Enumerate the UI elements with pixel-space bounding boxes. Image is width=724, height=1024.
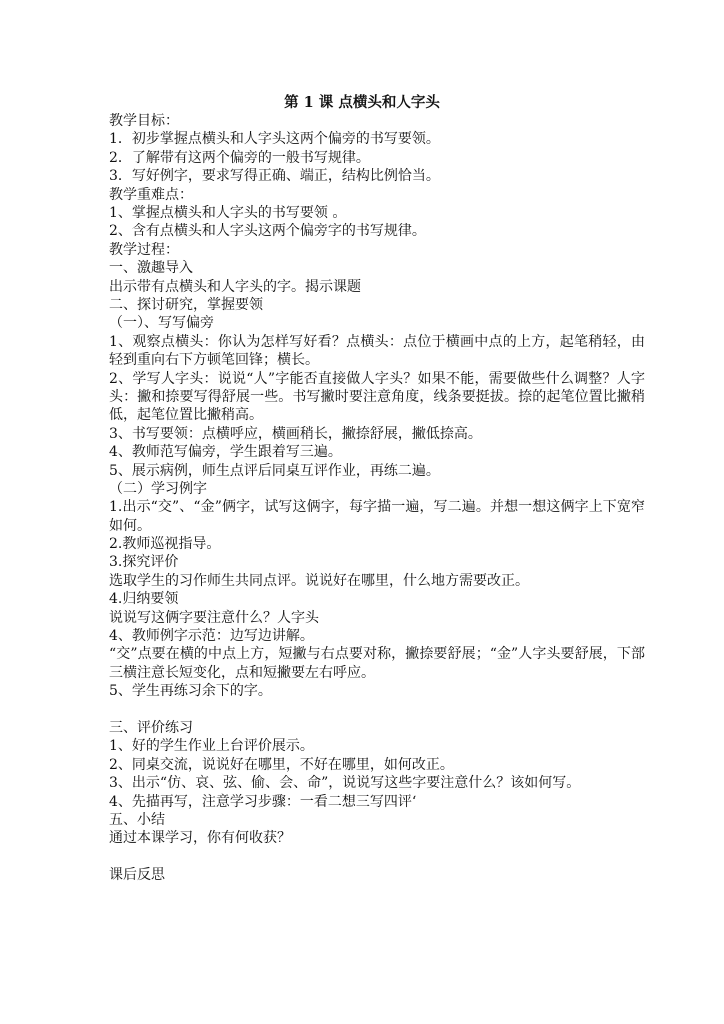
section-text: 通过本课学习，你有何收获？	[109, 830, 291, 847]
section-heading: 一、激趣导入	[109, 260, 193, 277]
objective-item: 1．初步掌握点横头和人字头这两个偏旁的书写要领。	[109, 131, 440, 148]
objectives-heading: 教学目标：	[109, 113, 179, 129]
step-item: 3.探究评价	[109, 554, 179, 571]
blank-line	[109, 701, 649, 719]
practice-item: 1、好的学生作业上台评价展示。	[109, 738, 314, 755]
section-heading: 二、探讨研究，掌握要领	[109, 296, 263, 313]
lesson-body	[109, 112, 649, 885]
lesson-title: 第 1 课 点横头和人字头	[284, 94, 440, 111]
key-points-heading: 教学重难点：	[109, 186, 193, 203]
reflection-heading: 课后反思	[109, 867, 165, 884]
subsection-heading: （一）、写写偏旁	[109, 315, 214, 332]
blank-line	[109, 848, 649, 866]
step-item: 说说写这俩字要注意什么？人字头	[109, 609, 319, 626]
step-item: “交”点要在横的中点上方，短撇与右点要对称，撇捺要舒展；“金”人字头要舒展，下部三横注意长短变化，点和短撇要左右呼应。	[109, 646, 645, 681]
step-item: 选取学生的习作师生共同点评。说说好在哪里，什么地方需要改正。	[109, 572, 529, 589]
key-point-item: 1、掌握点横头和人字头的书写要领 。	[109, 204, 347, 221]
process-heading: 教学过程：	[109, 241, 179, 258]
section-heading: 五、小结	[109, 811, 165, 828]
step-item: 4.归纳要领	[109, 591, 179, 608]
step-item: 5、展示病例，师生点评后同桌互评作业，再练二遍。	[109, 462, 440, 479]
step-item: 4、教师范写偏旁，学生跟着写三遍。	[109, 444, 342, 461]
step-item: 5、学生再练习余下的字。	[109, 683, 272, 700]
step-item: 3、书写要领：点横呼应，横画稍长，撇捺舒展，撇低捺高。	[109, 425, 482, 442]
step-item: 2、学写人字头：说说“人”字能否直接做人字头？如果不能，需要做些什么调整？人字头：撇和捺要写得舒展一些。书写撇时要注意角度，线条要挺拔。捺的起笔位置比撇稍低，起笔位置比撇稍高。	[109, 370, 645, 424]
subsection-heading: （二）学习例字	[109, 480, 207, 497]
step-item: 4、教师例字示范：边写边讲解。	[109, 628, 314, 645]
practice-item: 3、出示“仿、哀、弦、偷、会、命”，说说写这些字要注意什么？该如何写。	[109, 775, 581, 792]
step-item: 2.教师巡视指导。	[109, 536, 221, 553]
practice-item: 2、同桌交流，说说好在哪里，不好在哪里，如何改正。	[109, 756, 454, 773]
objective-item: 3．写好例字，要求写得正确、端正，结构比例恰当。	[109, 168, 440, 185]
practice-item: 4、先描再写，注意学习步骤：一看二想三写四评‘	[109, 793, 417, 810]
step-item: 1、观察点横头：你认为怎样写好看？点横头：点位于横画中点的上方，起笔稍轻，由轻到重向右下方顿笔回锋；横长。	[109, 333, 645, 369]
step-item: 1.出示“交”、“金”俩字，试写这俩字，每字描一遍，写二遍。并想一想这俩字上下宽窄如何。	[109, 499, 645, 534]
section-text: 出示带有点横头和人字头的字。揭示课题	[109, 278, 361, 295]
key-point-item: 2、含有点横头和人字头这两个偏旁字的书写规律。	[109, 223, 426, 240]
objective-item: 2．了解带有这两个偏旁的一般书写规律。	[109, 149, 370, 166]
section-heading: 三、评价练习	[109, 720, 193, 737]
